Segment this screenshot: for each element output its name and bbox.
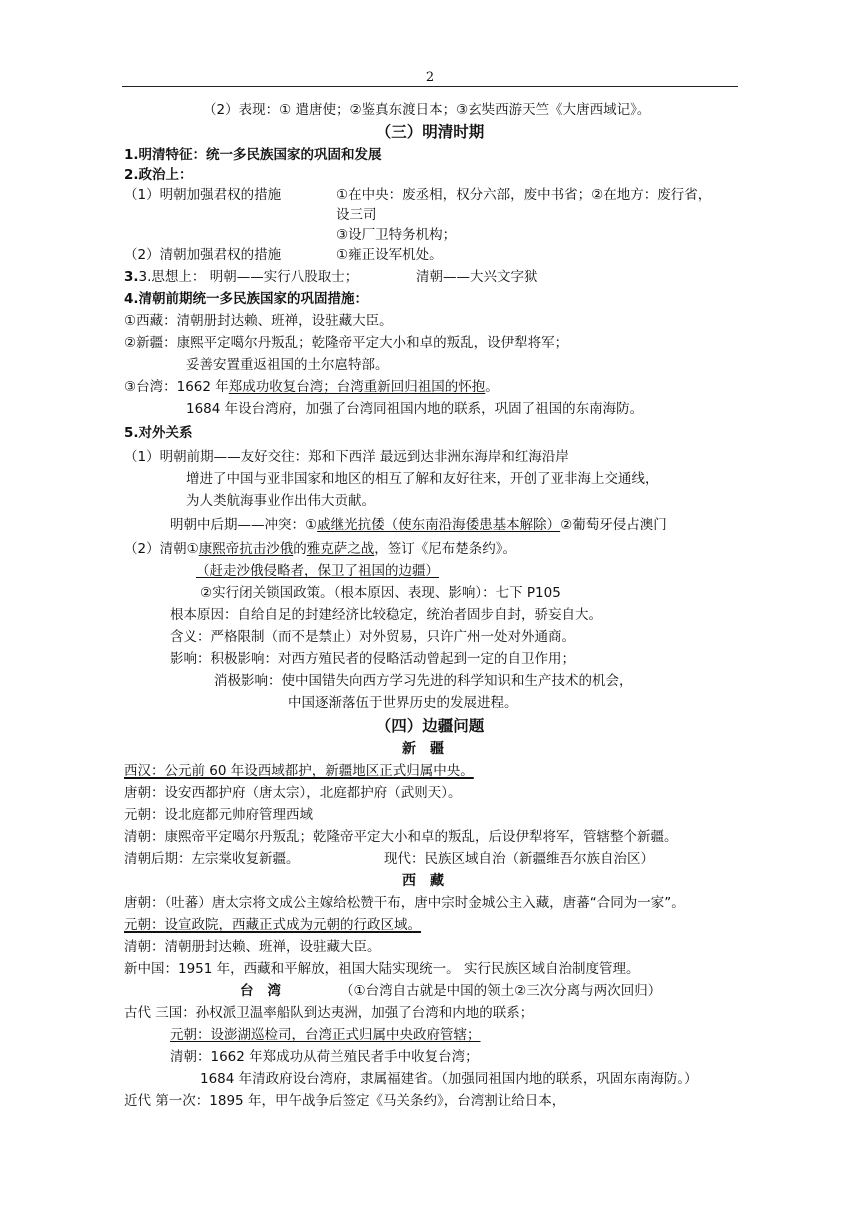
text-line: 清朝后期：左宗棠收复新疆。	[124, 851, 300, 867]
text-line: ①雍正设军机处。	[336, 247, 443, 263]
text-line	[170, 515, 667, 535]
header-rule	[122, 86, 738, 87]
underlined-text: 雅克萨之战	[306, 541, 375, 557]
text-line: 唐朝：设安西都护府（唐太宗），北庭都护府（武则天）。	[124, 785, 462, 801]
underlined-text: 西汉：公元前 60 年设西域都护，新疆地区正式归属中央。	[124, 763, 474, 779]
underlined-text: 元朝：设宣政院，西藏正式成为元朝的行政区域。	[124, 917, 421, 933]
text-line: （1）明朝前期——友好交往：郑和下西洋 最远到达非洲东海岸和红海沿岸	[124, 449, 569, 465]
text-line: ①在中央：废丞相，权分六部，废中书省；②在地方：废行省，	[336, 187, 712, 203]
text-line: 消极影响：使中国错失向西方学习先进的科学知识和生产技术的机会，	[214, 673, 633, 689]
text-line: 为人类航海事业作出伟大贡献。	[186, 493, 375, 509]
text-line: 增进了中国与亚非国家和地区的相互了解和友好往来，开创了亚非海上交通线，	[186, 471, 659, 487]
text-line: 妥善安置重返祖国的土尔扈特部。	[186, 357, 389, 373]
text-span: ②葡萄牙侵占澳门	[560, 517, 667, 533]
subheading-xinjiang: 新疆	[402, 741, 458, 757]
text-span: ，签订《尼布楚条约》。	[374, 541, 516, 557]
underlined-text: 元朝：设澎湖巡检司，台湾正式归属中央政府管辖；	[170, 1027, 481, 1043]
text-line: 清朝：1662 年郑成功从荷兰殖民者手中收复台湾；	[170, 1049, 479, 1065]
text-line: （①台湾自古就是中国的领土②三次分离与两次回归）	[340, 983, 662, 999]
text-line: 中国逐渐落伍于世界历史的发展进程。	[288, 695, 518, 711]
text-line: 含义：严格限制（而不是禁止）对外贸易，只许广州一处对外通商。	[170, 629, 575, 645]
text-span: （2）清朝①	[124, 541, 199, 557]
text-line: （2）清朝加强君权的措施	[124, 247, 282, 263]
text-line: 4.清朝前期统一多民族国家的巩固措施：	[124, 291, 369, 307]
section-heading-ming-qing: （三）明清时期	[375, 123, 485, 141]
text-line	[124, 761, 474, 781]
underlined-text: 郑成功收复台湾；台湾重新回归祖国的怀抱	[228, 379, 486, 395]
text-line: 5.对外关系	[124, 425, 193, 441]
text-line: 设三司	[336, 207, 377, 223]
section-heading-frontier: （四）边疆问题	[375, 717, 485, 735]
subheading-taiwan: 台湾	[240, 983, 295, 999]
text-line: 清朝：清朝册封达赖、班禅，设驻藏大臣。	[124, 939, 381, 955]
text-line: 清朝——大兴文字狱	[416, 269, 538, 285]
text-line	[196, 561, 439, 581]
text-line: ③设厂卫特务机构；	[336, 227, 457, 243]
text-line: （1）明朝加强君权的措施	[124, 187, 282, 203]
text-line: 元朝：设北庭都元帅府管理西域	[124, 807, 313, 823]
subheading-tibet: 西藏	[402, 873, 458, 889]
text-line: 唐朝：（吐蕃）唐太宗将文成公主嫁给松赞干布，唐中宗时金城公主入藏，唐蕃“合同为一家”。	[124, 895, 685, 911]
text-span: ③台湾：1662 年	[124, 379, 229, 395]
underlined-text: （赶走沙俄侵略者，保卫了祖国的边疆）	[196, 563, 439, 579]
text-line: 1684 年设台湾府，加强了台湾同祖国内地的联系，巩固了祖国的东南海防。	[186, 401, 644, 417]
text-span: 。	[485, 379, 499, 395]
text-line: 2.政治上：	[124, 167, 193, 183]
text-line	[170, 1025, 481, 1045]
text-line: ②新疆：康熙平定噶尔丹叛乱；乾隆帝平定大小和卓的叛乱，设伊犁将军；	[124, 335, 569, 351]
text-line: ①西藏：清朝册封达赖、班禅，设驻藏大臣。	[124, 313, 393, 329]
text-line: 清朝：康熙帝平定噶尔丹叛乱；乾隆帝平定大小和卓的叛乱，后设伊犁将军，管辖整个新疆。	[124, 829, 678, 845]
text-line	[124, 915, 421, 935]
text-line	[124, 377, 499, 397]
text-line: 古代 三国：孙权派卫温率船队到达夷洲，加强了台湾和内地的联系；	[124, 1005, 534, 1021]
text-line: 新中国：1951 年，西藏和平解放，祖国大陆实现统一。 实行民族区域自治制度管理。	[124, 961, 640, 977]
text-line: 影响：积极影响：对西方殖民者的侵略活动曾起到一定的自卫作用；	[170, 651, 575, 667]
text-line: 3.3.思想上： 明朝——实行八股取士；	[124, 269, 359, 285]
underlined-text: 康熙帝抗击沙俄	[198, 541, 294, 557]
text-line: （2）表现：① 遣唐使；②鉴真东渡日本；③玄奘西游天竺《大唐西域记》。	[203, 102, 651, 118]
text-line: 根本原因：自给自足的封建经济比较稳定，统治者固步自封，骄妄自大。	[170, 607, 602, 623]
text-line: 近代 第一次：1895 年，甲午战争后签定《马关条约》，台湾割让给日本，	[124, 1093, 566, 1109]
text-line: ②实行闭关锁国政策。（根本原因、表现、影响）：七下 P105	[200, 585, 561, 601]
underlined-text: 戚继光抗倭（使东南沿海倭患基本解除）	[317, 517, 561, 533]
text-line: 1.明清特征：统一多民族国家的巩固和发展	[124, 147, 382, 163]
text-span: 的	[293, 541, 307, 557]
text-line	[124, 539, 516, 559]
text-span: 明朝中后期——冲突：①	[170, 517, 318, 533]
page-number: 2	[425, 70, 435, 85]
text-line: 1684 年清政府设台湾府，隶属福建省。（加强同祖国内地的联系，巩固东南海防。）	[200, 1071, 698, 1087]
text-line: 现代：民族区域自治（新疆维吾尔族自治区）	[384, 851, 654, 867]
